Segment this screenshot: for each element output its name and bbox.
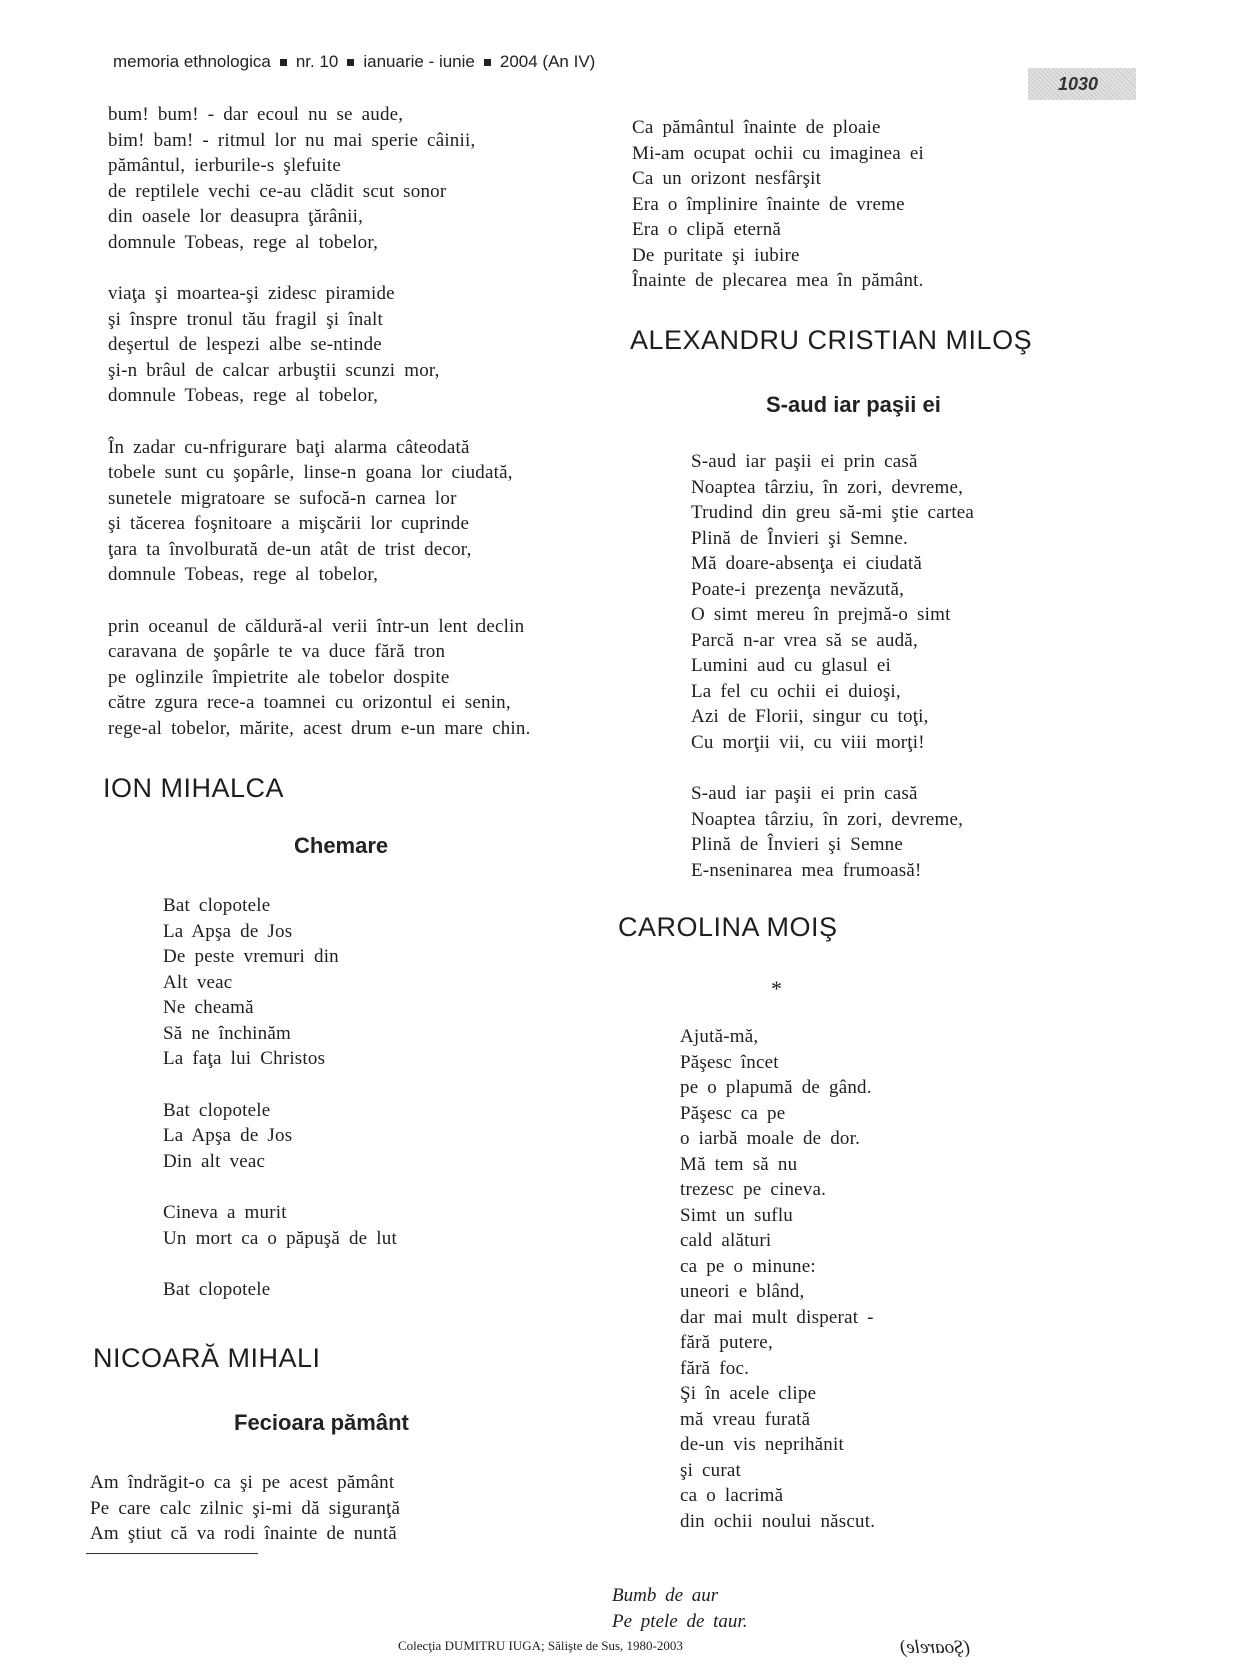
stanza-break bbox=[163, 1251, 397, 1277]
poem-line: şi curat bbox=[680, 1459, 741, 1481]
poem-line: Trudind din greu să-mi ştie cartea bbox=[691, 502, 975, 523]
poem-line: Ca un orizont nesfârşit bbox=[632, 168, 822, 189]
poem-line: Mă tem să nu bbox=[680, 1153, 798, 1175]
poem-line: Ne cheamă bbox=[163, 997, 254, 1018]
stanza-break bbox=[691, 755, 974, 781]
poem-line: bum! bum! - dar ecoul nu se aude, bbox=[108, 104, 404, 125]
poem-line: La faţa lui Christos bbox=[163, 1048, 326, 1069]
poem-line: Parcă n-ar vrea să se audă, bbox=[691, 629, 918, 651]
poem-line: De peste vremuri din bbox=[163, 946, 339, 967]
poem-line: Lumini aud cu glasul ei bbox=[691, 655, 892, 676]
author-alexandru-milos: ALEXANDRU CRISTIAN MILOŞ bbox=[630, 325, 1033, 355]
footnote-rule bbox=[86, 1553, 258, 1554]
poem-ajuta-ma bbox=[680, 1024, 875, 1534]
poem-line: o iarbă moale de dor. bbox=[680, 1128, 861, 1149]
poem-line: Simt un suflu bbox=[680, 1204, 794, 1226]
poem-line: Păşesc ca pe bbox=[680, 1102, 786, 1124]
poem-line: de-un vis neprihănit bbox=[680, 1434, 844, 1455]
poem-line: O simt mereu în prejmă-o simt bbox=[691, 604, 951, 625]
poem-line: din oasele lor deasupra ţărânii, bbox=[108, 206, 364, 227]
poem-line: din ochii noului născut. bbox=[680, 1510, 876, 1532]
poem-line: Şi în acele clipe bbox=[680, 1383, 817, 1404]
poem-tobeas bbox=[108, 102, 531, 741]
collection-credit: Colecţia DUMITRU IUGA; Sălişte de Sus, 1980-2003 bbox=[398, 1638, 683, 1653]
poem-line: uneori e blând, bbox=[680, 1281, 805, 1302]
poem-line: trezesc pe cineva. bbox=[680, 1179, 827, 1200]
poem-line: Pe care calc zilnic şi-mi dă siguranţă bbox=[90, 1497, 401, 1519]
poem-line: dar mai mult disperat - bbox=[680, 1306, 874, 1328]
poem-line: ca pe o minune: bbox=[680, 1255, 816, 1277]
stanza-break bbox=[108, 409, 531, 435]
poem-title-saud-iar-pasii-ei: S-aud iar paşii ei bbox=[766, 392, 941, 417]
poem-line: Ajută-mă, bbox=[680, 1026, 759, 1047]
poem-line: sunetele migratoare se sufocă-n carnea lor bbox=[108, 487, 457, 509]
poem-line: Noaptea târziu, în zori, devreme, bbox=[691, 476, 964, 498]
poem-line: şi-n brâul de calcar arbuştii scunzi mor, bbox=[108, 359, 440, 381]
poem-line: şi tăcerea foşnitoare a mişcării lor cuprinde bbox=[108, 513, 470, 534]
poem-line: Cineva a murit bbox=[163, 1202, 287, 1223]
poem-line: Plină de Învieri şi Semne bbox=[691, 834, 904, 855]
separator-square-icon bbox=[280, 59, 287, 66]
page-number: 1030 bbox=[1028, 68, 1136, 100]
poem-line: La Apşa de Jos bbox=[163, 1125, 293, 1146]
motto-line: Pe ptele de taur. bbox=[612, 1611, 748, 1632]
poem-line: Mă doare-absenţa ei ciudată bbox=[691, 553, 923, 574]
issue-year: 2004 (An IV) bbox=[499, 52, 596, 71]
poem-line: Mi-am ocupat ochii cu imaginea ei bbox=[632, 142, 924, 164]
poem-line: Păşesc încet bbox=[680, 1051, 779, 1073]
poem-line: S-aud iar paşii ei prin casă bbox=[691, 451, 918, 472]
author-nicoara-mihali: NICOARĂ MIHALI bbox=[93, 1343, 321, 1373]
poem-line: către zgura rece-a toamnei cu orizontul ei senin, bbox=[108, 692, 511, 713]
poem-fecioara-pamant-continued bbox=[632, 115, 924, 294]
poem-line: Noaptea târziu, în zori, devreme, bbox=[691, 808, 964, 830]
motto-line: Bumb de aur bbox=[612, 1585, 719, 1606]
poem-line: cald alături bbox=[680, 1230, 772, 1251]
poem-line: fără putere, bbox=[680, 1332, 773, 1353]
poem-line: rege-al tobelor, mărite, acest drum e-un mare chin. bbox=[108, 717, 531, 739]
poem-saud-iar-pasii-ei bbox=[691, 449, 974, 883]
issue-period: ianuarie - iunie bbox=[363, 52, 475, 71]
poem-line: ţara ta învolburată de-un atât de trist decor, bbox=[108, 538, 472, 560]
poem-line: Am îndrăgit-o ca şi pe acest pământ bbox=[90, 1472, 395, 1493]
stanza-break bbox=[108, 588, 531, 614]
poem-line: Din alt veac bbox=[163, 1150, 266, 1172]
stanza-break bbox=[108, 255, 531, 281]
poem-line: Bat clopotele bbox=[163, 1279, 271, 1300]
poem-line: Ca pământul înainte de ploaie bbox=[632, 117, 881, 138]
poem-line: Să ne închinăm bbox=[163, 1022, 291, 1044]
poem-line: Poate-i prezenţa nevăzută, bbox=[691, 578, 905, 600]
poem-line: bim! bam! - ritmul lor nu mai sperie câinii, bbox=[108, 129, 476, 151]
poem-line: domnule Tobeas, rege al tobelor, bbox=[108, 385, 379, 406]
poem-line: fără foc. bbox=[680, 1357, 750, 1379]
author-ion-mihalca: ION MIHALCA bbox=[103, 773, 285, 803]
poem-line: domnule Tobeas, rege al tobelor, bbox=[108, 564, 379, 585]
poem-line: de reptilele vechi ce-au clădit scut sonor bbox=[108, 180, 447, 202]
poem-line: În zadar cu-nfrigurare baţi alarma câteodată bbox=[108, 436, 470, 458]
stanza-break bbox=[163, 1174, 397, 1200]
poem-line: prin oceanul de căldură-al verii într-un lent declin bbox=[108, 615, 525, 637]
issue-number: nr. 10 bbox=[295, 52, 339, 71]
poem-line: S-aud iar paşii ei prin casă bbox=[691, 783, 918, 804]
poem-line: deşertul de lespezi albe se-ntinde bbox=[108, 334, 382, 355]
poem-line: Bat clopotele bbox=[163, 895, 271, 916]
poem-title-fecioara-pamant: Fecioara pământ bbox=[234, 1410, 409, 1435]
stanza-break bbox=[163, 1072, 397, 1098]
poem-line: La Apşa de Jos bbox=[163, 920, 293, 942]
poem-title-chemare: Chemare bbox=[294, 833, 389, 858]
poem-line: E-nseninarea mea frumoasă! bbox=[691, 859, 922, 881]
footer-motto bbox=[612, 1583, 747, 1635]
poem-line: mă vreau furată bbox=[680, 1408, 811, 1430]
poem-title-asterisk: * bbox=[771, 976, 782, 1001]
poem-line: Bat clopotele bbox=[163, 1099, 271, 1121]
poem-line: La fel cu ochii ei duioşi, bbox=[691, 680, 901, 702]
poem-line: Plină de Învieri şi Semne. bbox=[691, 527, 908, 549]
journal-name: memoria ethnologica bbox=[113, 52, 271, 71]
poem-line: Era o clipă eternă bbox=[632, 219, 782, 240]
poem-line: viaţa şi moartea-şi zidesc piramide bbox=[108, 283, 395, 304]
poem-line: pe o plapumă de gând. bbox=[680, 1077, 872, 1098]
poem-line: pământul, ierburile-s şlefuite bbox=[108, 155, 341, 176]
poem-line: Era o împlinire înainte de vreme bbox=[632, 193, 905, 215]
poem-line: pe oglinzile împietrite ale tobelor dospite bbox=[108, 666, 450, 688]
poem-line: caravana de şopârle te va duce fără tron bbox=[108, 641, 446, 662]
poem-chemare bbox=[163, 893, 397, 1303]
author-carolina-mois: CAROLINA MOIŞ bbox=[618, 912, 838, 942]
poem-line: Alt veac bbox=[163, 971, 233, 993]
poem-line: Un mort ca o păpuşă de lut bbox=[163, 1227, 397, 1249]
poem-line: Cu morţii vii, cu viii morţi! bbox=[691, 731, 925, 753]
poem-line: şi înspre tronul tău fragil şi înalt bbox=[108, 308, 383, 330]
separator-square-icon bbox=[484, 59, 491, 66]
poem-line: Azi de Florii, singur cu toţi, bbox=[691, 706, 929, 727]
separator-square-icon bbox=[347, 59, 354, 66]
poem-line: De puritate şi iubire bbox=[632, 244, 800, 266]
poem-line: tobele sunt cu şopârle, linse-n goana lor ciudată, bbox=[108, 462, 513, 483]
poem-line: Înainte de plecarea mea în pământ. bbox=[632, 270, 924, 291]
poem-line: domnule Tobeas, rege al tobelor, bbox=[108, 231, 379, 253]
mirrored-caption: (Şoarele) bbox=[900, 1637, 970, 1658]
poem-line: ca o lacrimă bbox=[680, 1485, 784, 1506]
poem-line: Am ştiut că va rodi înainte de nuntă bbox=[90, 1523, 397, 1544]
poem-fecioara-pamant bbox=[90, 1470, 400, 1547]
running-header bbox=[113, 52, 595, 72]
